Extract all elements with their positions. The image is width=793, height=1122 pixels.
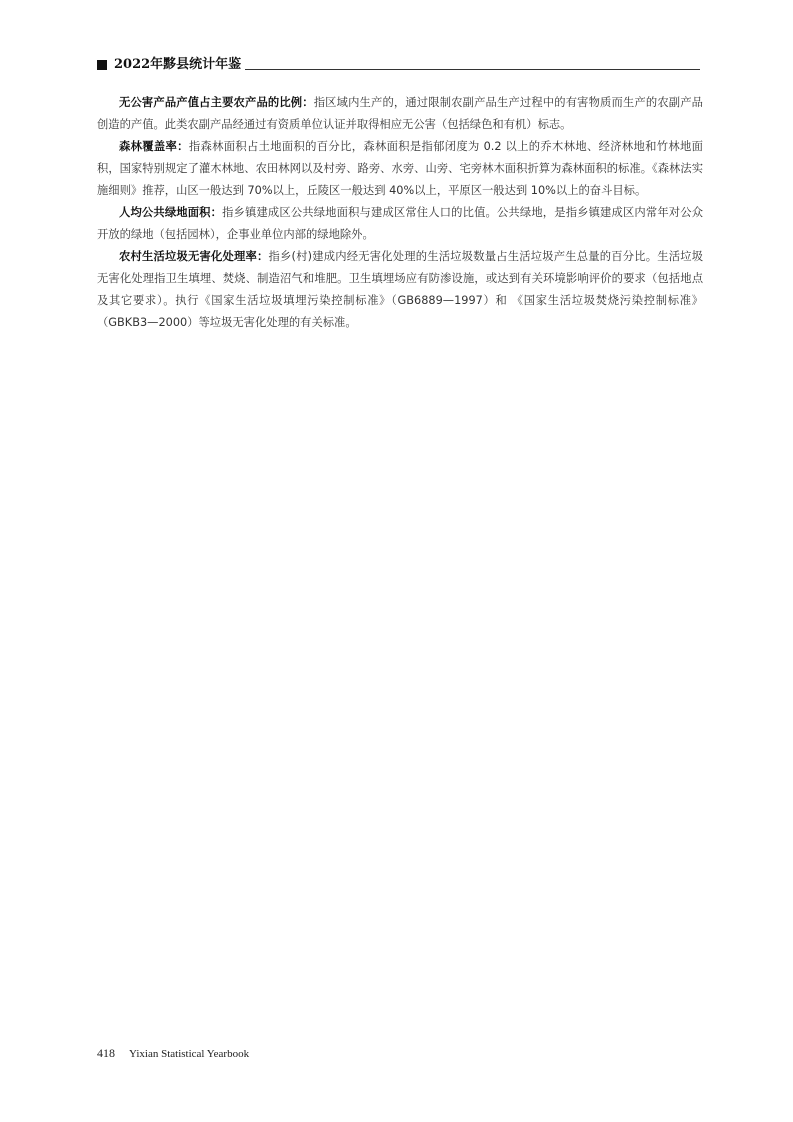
page-footer <box>97 1046 249 1061</box>
definition-text: 指乡(村)建成内经无害化处理的生活垃圾数量占生活垃圾产生总量的百分比。生活垃圾无害化处理指卫生填埋、焚烧、制造沼气和堆肥。卫生填埋场应有防渗设施，或达到有关环境影响评价的要求（包括地点及其它要求）。执行《国家生活垃圾填埋污染控制标准》（GB6889—1997）和 《国家生活垃圾焚烧污染控制标准》（GBKB3—2000）等垃圾无害化处理的有关标准。 <box>97 250 703 329</box>
definitions-body <box>97 92 703 334</box>
page-number: 418 <box>97 1046 115 1060</box>
definition-term: 无公害产品产值占主要农产品的比例： <box>119 97 314 109</box>
definition-text: 指区域内生产的，通过限制农副产品生产过程中的有害物质而生产的农副产品创造的产值。此类农副产品经通过有资质单位认证并取得相应无公害（包括绿色和有机）标志。 <box>97 96 703 131</box>
definition-term: 森林覆盖率： <box>119 141 189 153</box>
definition-paragraph <box>97 136 703 202</box>
header-square-icon <box>97 60 107 70</box>
definition-term: 人均公共绿地面积： <box>119 207 223 219</box>
definition-paragraph <box>97 246 703 334</box>
definition-paragraph <box>97 92 703 136</box>
footer-book-title: Yixian Statistical Yearbook <box>129 1048 250 1060</box>
definition-text: 指乡镇建成区公共绿地面积与建成区常住人口的比值。公共绿地，是指乡镇建成区内常年对公众开放的绿地（包括园林），企事业单位内部的绿地除外。 <box>97 206 703 241</box>
header-title: 2022年黟县统计年鉴 <box>114 57 242 72</box>
definition-text: 指森林面积占土地面积的百分比，森林面积是指郁闭度为 0.2 以上的乔木林地、经济林地和竹林地面积，国家特别规定了灌木林地、农田林网以及村旁、路旁、水旁、山旁、宅旁林木面积折算为森林面积的标准。《森林法实施细则》推荐，山区一般达到 70%以上，丘陵区一般达到 40%以上，平原区一般达到 10%以上的奋斗目标。 <box>97 140 703 197</box>
definition-paragraph <box>97 202 703 246</box>
header-rule <box>245 69 700 70</box>
definition-term: 农村生活垃圾无害化处理率： <box>119 251 269 263</box>
page-header <box>97 56 700 76</box>
